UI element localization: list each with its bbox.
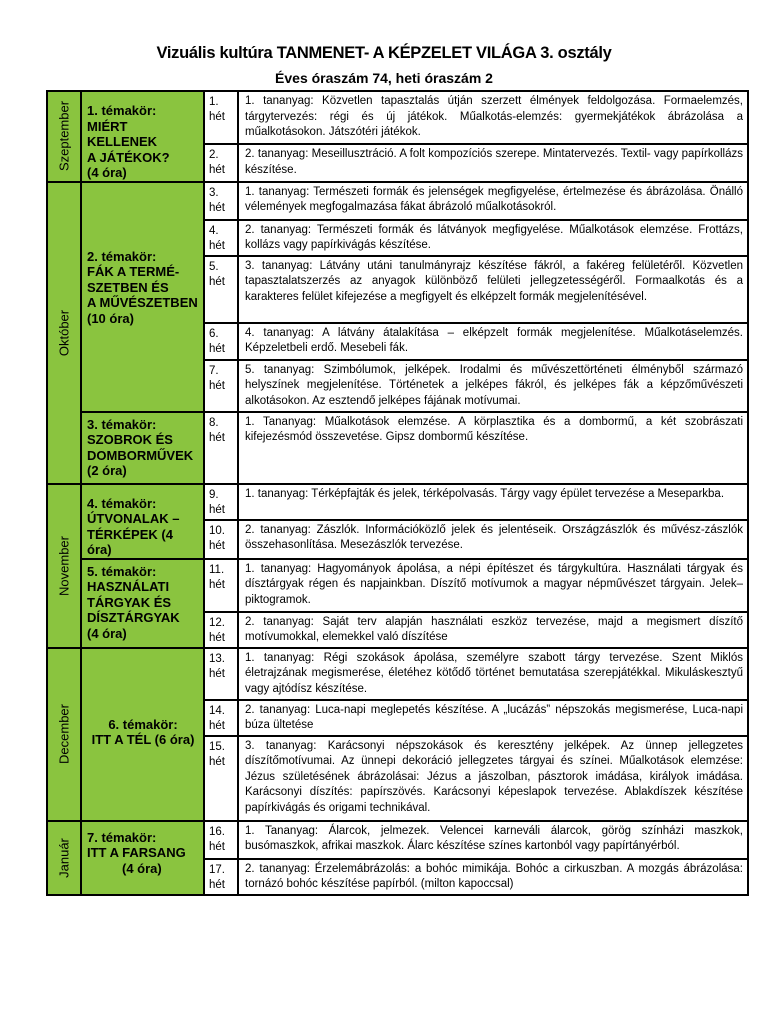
week-cell: 9. hét [204, 484, 238, 520]
lesson-cell: 1. tananyag: Térképfajták és jelek, térképolvasás. Tárgy vagy épület tervezése a Meseparkba. [238, 484, 748, 520]
week-cell: 12. hét [204, 612, 238, 648]
lesson-cell: 2. tananyag: Zászlók. Információközlő jelek és jelentéseik. Országzászlók és művész-zászlók összehasonlítása. Mesezászlók tervezése. [238, 520, 748, 559]
week-cell: 5. hét [204, 256, 238, 323]
topic-cell: 3. témakör: SZOBROK ÉS DOMBORMŰVEK (2 óra) [81, 412, 204, 484]
lesson-cell: 4. tananyag: A látvány átalakítása – elképzelt formák megjelenítése. Műalkotáselemzés. Képzeletbeli erdő. Mesebeli fák. [238, 323, 748, 360]
table-row [47, 484, 748, 520]
month-cell: Szeptember [47, 91, 81, 182]
lesson-cell: 2. tananyag: Érzelemábrázolás: a bohóc mimikája. Bohóc a cirkuszban. A mozgás ábrázolása: tornázó bohóc készítése papírból. (milton kapoccsal) [238, 859, 748, 895]
lesson-cell: 5. tananyag: Szimbólumok, jelképek. Irodalmi és művészettörténeti élményből származó helyszínek megjelenítése. Történetek a jelképes fákról, és jelképes fák a képzőművészeti alkotásokon. Az esztendő jelképes fájának motívumai. [238, 360, 748, 412]
week-cell: 2. hét [204, 144, 238, 181]
topic-cell: 2. témakör: FÁK A TERMÉ- SZETBEN ÉS A MŰVÉSZETBEN (10 óra) [81, 182, 204, 412]
table-row [47, 182, 748, 220]
week-cell: 8. hét [204, 412, 238, 484]
table-row [47, 648, 748, 700]
table-row [47, 412, 748, 484]
table-row [47, 91, 748, 144]
lesson-cell: 2. tananyag: Luca-napi meglepetés készítése. A „lucázás” népszokás megismerése, Luca-napi búza ültetése [238, 700, 748, 736]
table-row [47, 821, 748, 859]
topic-cell: 5. témakör: HASZNÁLATI TÁRGYAK ÉS DÍSZTÁRGYAK (4 óra) [81, 559, 204, 648]
lesson-cell: 1. tananyag: Régi szokások ápolása, személyre szabott tárgy tervezése. Szent Miklós életrajzának megismerése, életéhez kötődő történet bemutatása szerepjátékkal. Mikuláskesztyű vagy ajtódísz készítése. [238, 648, 748, 700]
table-row [47, 559, 748, 612]
page-title: Vizuális kultúra TANMENET- A KÉPZELET VILÁGA 3. osztály [156, 44, 612, 62]
week-cell: 4. hét [204, 220, 238, 256]
lesson-cell: 1. Tananyag: Műalkotások elemzése. A körplasztika és a dombormű, a két szobrászati kifejezésmód összevetése. Gipsz dombormű készítése. [238, 412, 748, 484]
lesson-cell: 3. tananyag: Látvány utáni tanulmányrajz készítése fákról, a fakéreg felületéről. Közvetlen tapasztalatszerzés az anyagok különböző felületi jellegzetességéről. Formaalkotás és a karakteres felület kifejezése a megfigyelt és elképzelt formák megjelenítésével. [238, 256, 748, 323]
page-subtitle: Éves óraszám 74, heti óraszám 2 [275, 70, 493, 86]
month-cell: Október [47, 182, 81, 484]
topic-cell: 7. témakör: ITT A FARSANG (4 óra) [81, 821, 204, 895]
topic-cell: 4. témakör: ÚTVONALAK – TÉRKÉPEK (4 óra) [81, 484, 204, 559]
week-cell: 10. hét [204, 520, 238, 559]
month-cell: December [47, 648, 81, 821]
lesson-cell: 3. tananyag: Karácsonyi népszokások és keresztény jelképek. Az ünnep jellegzetes díszítőmotívumai. Az ünnepi dekoráció jellegzetes tárgyai és színei. Műalkotások elemzése: Jézus születésének ábrázolásai: Jézus a jászolban, pásztorok imádása, királyok imádása. Karácsonyi díszítés: papírszövés. Karácsonyi képeslapok tervezése. Ablakdíszek készítése papírkivágás és origami technikával. [238, 736, 748, 821]
lesson-cell: 2. tananyag: Meseillusztráció. A folt kompozíciós szerepe. Mintatervezés. Textil- vagy papírkollázs készítése. [238, 144, 748, 181]
lesson-cell: 1. tananyag: Közvetlen tapasztalás útján szerzett élmények feldolgozása. Formaelemzés, tárgytervezés: régi és új játékok. Műalkotás-elemzés: gyermekjátékok ábrázolása a műalkotásokon. Játszótéri játékok. [238, 91, 748, 144]
lesson-cell: 1. tananyag: Természeti formák és jelenségek megfigyelése, értelmezése és ábrázolása. Önálló vélemények megfogalmazása fákat ábrázoló műalkotásokról. [238, 182, 748, 220]
curriculum-table [46, 90, 749, 896]
lesson-cell: 1. tananyag: Hagyományok ápolása, a népi építészet és tárgykultúra. Használati tárgyak és dísztárgyak régen és napjainkban. Díszítő motívumok a magyar népművészet tárgyain. Jelek–piktogramok. [238, 559, 748, 612]
lesson-cell: 2. tananyag: Természeti formák és látványok megfigyelése. Műalkotások elemzése. Frottázs, kollázs vagy papírkivágás készítése. [238, 220, 748, 256]
month-cell: November [47, 484, 81, 648]
topic-cell: 6. témakör: ITT A TÉL (6 óra) [81, 648, 204, 821]
week-cell: 17. hét [204, 859, 238, 895]
month-cell: Január [47, 821, 81, 895]
lesson-cell: 2. tananyag: Saját terv alapján használati eszköz tervezése, majd a megismert díszítő motívumokkal, elemekkel való díszítése [238, 612, 748, 648]
week-cell: 6. hét [204, 323, 238, 360]
week-cell: 14. hét [204, 700, 238, 736]
week-cell: 16. hét [204, 821, 238, 859]
week-cell: 3. hét [204, 182, 238, 220]
topic-cell: 1. témakör: MIÉRT KELLENEK A JÁTÉKOK? (4 óra) [81, 91, 204, 182]
week-cell: 1. hét [204, 91, 238, 144]
lesson-cell: 1. Tananyag: Álarcok, jelmezek. Velencei karneváli álarcok, görög színházi maszkok, busómaszkok, afrikai maszkok. Álarc készítése színes kartonból vagy papírtányérból. [238, 821, 748, 859]
week-cell: 11. hét [204, 559, 238, 612]
week-cell: 15. hét [204, 736, 238, 821]
week-cell: 7. hét [204, 360, 238, 412]
week-cell: 13. hét [204, 648, 238, 700]
